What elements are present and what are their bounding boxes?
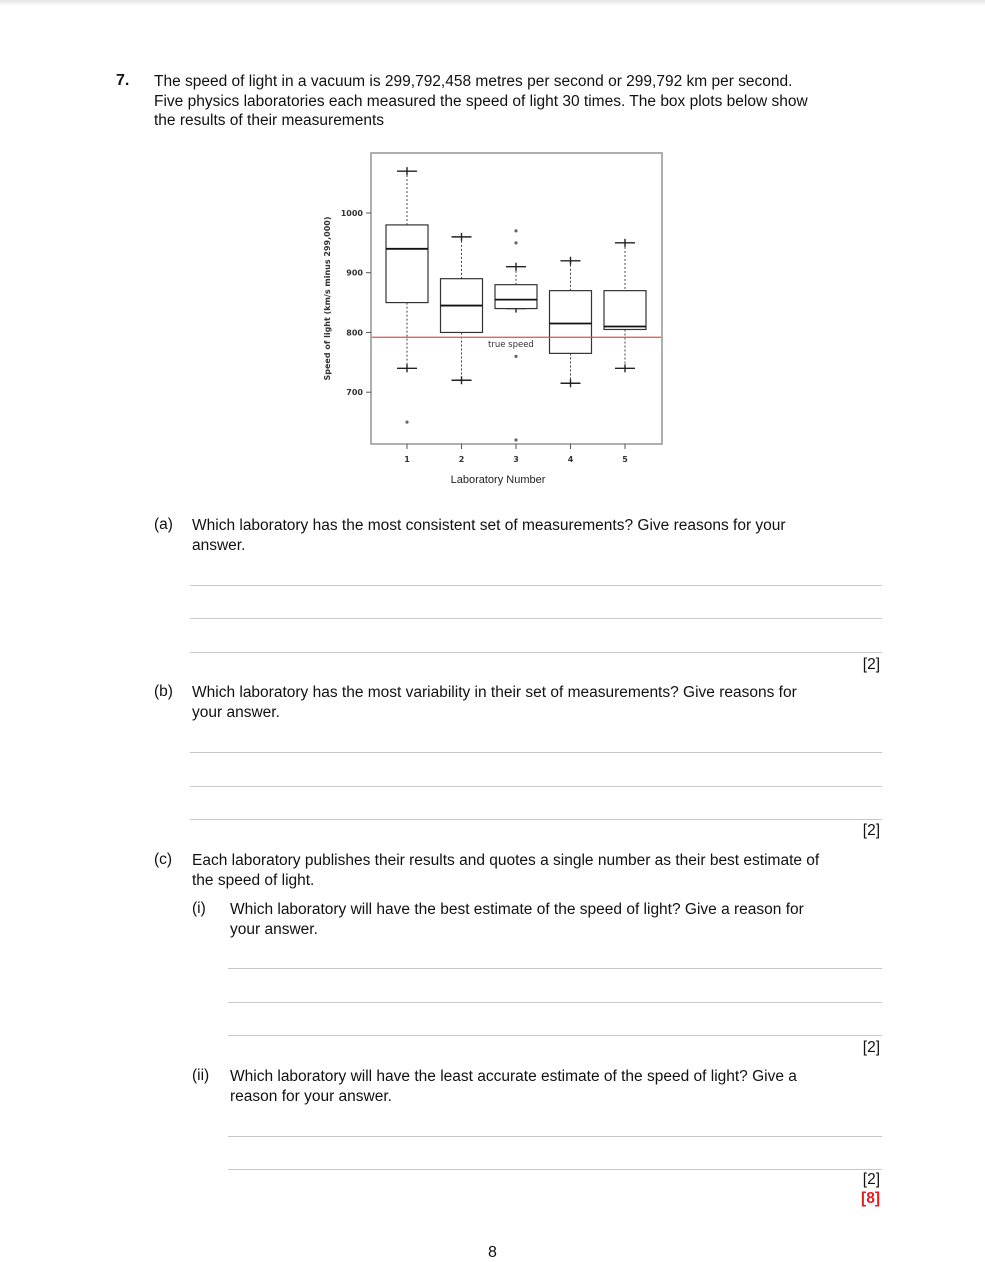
x-axis-label: Laboratory Number [450,474,546,486]
intro-line: Five physics laboratories each measured the speed of light 30 times. The box plots below show [154,92,808,110]
answer-line[interactable] [190,585,882,586]
y-tick-label: 700 [346,388,363,398]
y-tick-label: 1000 [340,208,363,218]
part-c-ii-question [230,1067,797,1106]
true-speed-label: true speed [488,340,534,351]
part-c-i-marks: [2] [862,1039,880,1056]
part-c-i-line: your answer. [230,920,318,938]
part-c-ii-line: reason for your answer. [230,1087,392,1105]
part-c-i-label: (i) [192,900,206,917]
answer-line[interactable] [228,1002,882,1003]
part-b-question [192,683,797,722]
part-b-marks: [2] [862,822,880,839]
answer-line[interactable] [190,819,882,820]
question-intro [154,72,894,131]
outlier-point [514,241,517,244]
part-c-label: (c) [154,851,173,868]
outlier-point [514,355,517,358]
part-c-ii-line: Which laboratory will have the least accurate estimate of the speed of light? Give a [230,1068,797,1085]
part-c-ii-marks: [2] [862,1171,880,1188]
answer-line[interactable] [190,752,882,753]
answer-line[interactable] [190,618,882,619]
part-b-line: your answer. [192,703,280,721]
intro-line: The speed of light in a vacuum is 299,792,458 metres per second or 299,792 km per second. [154,73,793,90]
outlier-point [514,438,517,441]
part-a-marks: [2] [862,656,880,673]
answer-line[interactable] [228,1035,882,1036]
answer-line[interactable] [228,968,882,969]
answer-line[interactable] [190,652,882,653]
part-a-label: (a) [154,516,173,533]
y-tick-label: 800 [346,328,363,338]
x-tick-label: 3 [513,455,519,464]
y-tick-label: 900 [346,268,363,278]
part-c-i-line: Which laboratory will have the best estimate of the speed of light? Give a reason for [230,901,804,918]
answer-line[interactable] [228,1136,882,1137]
part-c-line: the speed of light. [192,871,315,889]
part-b-line: Which laboratory has the most variability in their set of measurements? Give reasons for [192,684,797,701]
x-tick-label: 2 [458,455,465,464]
box-lab-3 [495,285,537,309]
box-lab-5 [604,291,646,330]
x-tick-label: 4 [567,455,574,464]
box-lab-4 [550,291,592,354]
part-c-line: Each laboratory publishes their results and quotes a single number as their best estimate of [192,852,820,869]
answer-line[interactable] [190,786,882,787]
outlier-point [405,420,408,423]
part-c-question [192,851,819,890]
part-a-line: answer. [192,536,246,554]
part-a-question [192,516,786,555]
part-a-line: Which laboratory has the most consistent set of measurements? Give reasons for your [192,517,786,534]
box-lab-1 [386,225,428,303]
y-axis-label: Speed of light (km/s minus 299,000) [323,216,332,381]
page-top-edge [0,0,985,6]
page-number: 8 [488,1244,497,1261]
x-tick-label: 5 [622,455,628,464]
answer-line[interactable] [228,1169,882,1170]
part-c-ii-label: (ii) [192,1067,210,1084]
box-plot-chart [310,140,680,490]
outlier-point [514,229,517,232]
intro-line: the results of their measurements [154,112,385,129]
part-b-label: (b) [154,683,173,700]
x-tick-label: 1 [404,455,410,464]
total-marks: [8] [861,1190,880,1207]
part-c-i-question [230,900,804,939]
question-number: 7. [116,72,130,89]
